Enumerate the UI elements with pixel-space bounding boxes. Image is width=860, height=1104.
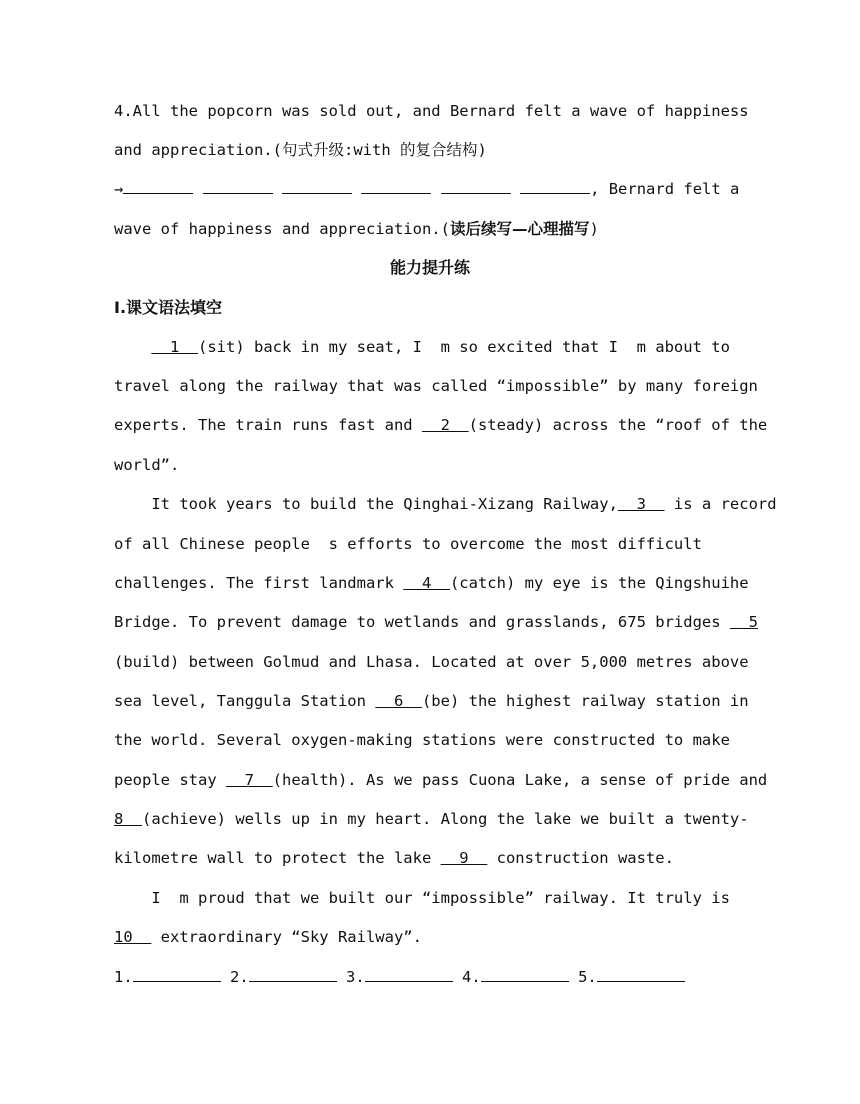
blank-2[interactable]: 2	[421, 416, 469, 434]
answer-number-1: 1.	[114, 968, 133, 986]
passage-text: experts. The train runs fast and	[114, 416, 422, 434]
answer-blank[interactable]	[361, 179, 431, 194]
answer-blank[interactable]	[282, 179, 352, 194]
passage-text: people stay	[114, 771, 226, 789]
answer-number-3: 3.	[346, 968, 365, 986]
passage-p3-line-2	[114, 927, 422, 947]
answer-blank[interactable]	[441, 179, 511, 194]
answer-blank-4[interactable]	[481, 967, 569, 982]
blank-9[interactable]: 9	[440, 849, 488, 867]
q4-line2-with: :with	[344, 141, 400, 159]
passage-p2-line-7: the world. Several oxygen-making stations were constructed to make	[114, 731, 730, 749]
blank-3[interactable]: 3	[617, 495, 665, 513]
passage-text: (health). As we pass Cuona Lake, a sense of pride and	[272, 771, 768, 789]
passage-text: (be) the highest railway station in	[421, 692, 749, 710]
q4-line4-close: )	[589, 220, 599, 238]
passage-p1-line-3	[114, 415, 767, 435]
passage-text: is a record	[664, 495, 777, 513]
passage-p2-line-1	[114, 494, 777, 514]
passage-p2-line-4	[114, 612, 758, 632]
passage-p2-line-6	[114, 691, 749, 711]
q4-line4-text: wave of happiness and appreciation.(	[114, 220, 450, 238]
passage-p2-line-10	[114, 848, 674, 868]
passage-p2-line-2: of all Chinese people s efforts to overcome the most difficult	[114, 535, 702, 553]
passage-p2-line-9	[114, 809, 749, 829]
q4-line2-text: and appreciation.(	[114, 141, 282, 159]
passage-p1-line-1	[114, 337, 730, 357]
passage-text: kilometre wall to protect the lake	[114, 849, 441, 867]
blank-5[interactable]: 5	[729, 613, 758, 631]
q4-instruction-cn-2: 的复合结构	[400, 141, 478, 159]
q4-line-3	[114, 179, 739, 199]
q4-line-1: 4.All the popcorn was sold out, and Bernard felt a wave of happiness	[114, 102, 749, 120]
blank-4[interactable]: 4	[403, 574, 450, 592]
passage-text: sea level, Tanggula Station	[114, 692, 376, 710]
answer-blank-2[interactable]	[249, 967, 337, 982]
blank-8[interactable]: 8	[114, 810, 142, 828]
blank-7[interactable]: 7	[225, 771, 273, 789]
blank-6[interactable]: 6	[375, 692, 422, 710]
blank-1[interactable]: 1	[151, 338, 198, 356]
section-heading: 能力提升练	[389, 258, 470, 277]
q4-line-2	[114, 140, 487, 160]
passage-text: (achieve) wells up in my heart. Along the lake we built a twenty-	[142, 810, 749, 828]
q4-line-4	[114, 219, 599, 239]
passage-text: (steady) across the “roof of the	[468, 416, 768, 434]
passage-p2-line-8	[114, 770, 767, 790]
passage-text: construction waste.	[487, 849, 674, 867]
passage-text: (catch) my eye is the Qingshuihe	[449, 574, 749, 592]
passage-text: extraordinary “Sky Railway”.	[151, 928, 422, 946]
q4-task-type-cn: 读后续写—心理描写	[449, 220, 590, 238]
q4-line2-close: )	[477, 141, 487, 159]
answer-row	[114, 967, 685, 987]
answer-blank[interactable]	[520, 179, 590, 194]
passage-p3-line-1: I m proud that we built our “impossible” railway. It truly is	[114, 889, 730, 907]
q4-line3-tail: , Bernard felt a	[590, 180, 740, 198]
answer-number-4: 4.	[462, 968, 481, 986]
q4-instruction-cn: 句式升级	[281, 141, 344, 159]
passage-p2-line-5: (build) between Golmud and Lhasa. Located at over 5,000 metres above	[114, 653, 749, 671]
answer-blank[interactable]	[123, 179, 193, 194]
answer-blank-3[interactable]	[365, 967, 453, 982]
passage-text: It took years to build the Qinghai-Xizang Railway,	[114, 495, 618, 513]
section-title: Ⅰ.课文语法填空	[114, 298, 223, 317]
arrow-icon: →	[114, 180, 124, 198]
answer-blank-5[interactable]	[597, 967, 685, 982]
passage-text: challenges. The first landmark	[114, 574, 404, 592]
passage-text: (sit) back in my seat, I m so excited that I m about to	[198, 338, 730, 356]
answer-blank-1[interactable]	[133, 967, 221, 982]
passage-p2-line-3	[114, 573, 749, 593]
answer-number-5: 5.	[578, 968, 597, 986]
passage-p1-line-2: travel along the railway that was called “impossible” by many foreign	[114, 377, 758, 395]
passage-p1-line-4: world”.	[114, 456, 180, 474]
answer-blank[interactable]	[203, 179, 273, 194]
blank-10[interactable]: 10	[114, 928, 152, 946]
answer-number-2: 2.	[230, 968, 249, 986]
passage-text: Bridge. To prevent damage to wetlands and grasslands, 675 bridges	[114, 613, 730, 631]
